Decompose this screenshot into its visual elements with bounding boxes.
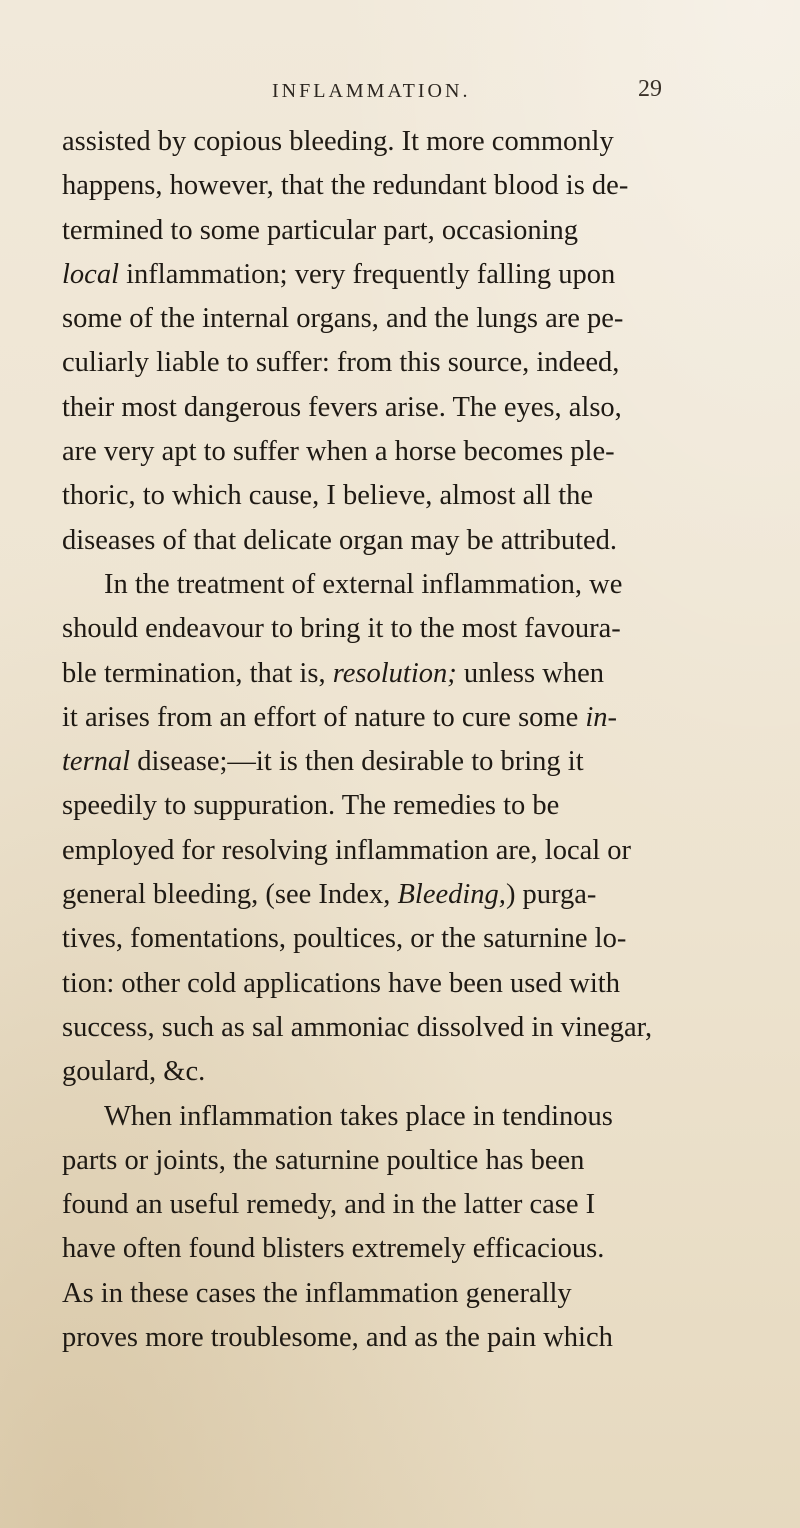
running-head: INFLAMMATION. bbox=[272, 80, 471, 102]
text-line: speedily to suppuration. The remedies to be bbox=[62, 790, 560, 822]
body-text bbox=[62, 120, 722, 1360]
text-line: are very apt to suffer when a horse becomes ple- bbox=[62, 436, 615, 468]
text-line: assisted by copious bleeding. It more commonly bbox=[62, 126, 614, 157]
text-line: some of the internal organs, and the lungs are pe- bbox=[62, 303, 624, 335]
text-line: it arises from an effort of nature to cure some in- bbox=[62, 701, 618, 733]
text-line: culiarly liable to suffer: from this source, indeed, bbox=[62, 347, 620, 379]
text-line: termined to some particular part, occasioning bbox=[62, 214, 578, 246]
text-line: diseases of that delicate organ may be attributed. bbox=[62, 524, 618, 556]
paragraph-start-line: In the treatment of external inflammation, we bbox=[104, 568, 623, 600]
italic-word: Bleeding, bbox=[397, 879, 506, 911]
text-line: proves more troublesome, and as the pain which bbox=[62, 1322, 613, 1354]
text-line: have often found blisters extremely efficacious. bbox=[62, 1233, 605, 1265]
text-line: should endeavour to bring it to the most favoura- bbox=[62, 613, 621, 645]
italic-word: local bbox=[62, 258, 119, 290]
text-line: ble termination, that is, resolution; unless when bbox=[62, 657, 604, 689]
page-number: 29 bbox=[638, 76, 662, 102]
paragraph-start-line: When inflammation takes place in tendinous bbox=[104, 1100, 613, 1132]
text-line: found an useful remedy, and in the latter case I bbox=[62, 1189, 596, 1221]
italic-word: in- bbox=[585, 701, 618, 733]
text-line: tion: other cold applications have been used with bbox=[62, 967, 620, 999]
text-line: parts or joints, the saturnine poultice has been bbox=[62, 1144, 585, 1176]
text-line: general bleeding, (see Index, Bleeding,) purga- bbox=[62, 879, 597, 911]
text-line: tives, fomentations, poultices, or the saturnine lo- bbox=[62, 923, 627, 955]
text-line: thoric, to which cause, I believe, almost all the bbox=[62, 480, 594, 512]
italic-word: ternal bbox=[62, 746, 131, 778]
text-line: As in these cases the inflammation generally bbox=[62, 1277, 572, 1309]
italic-word: resolution; bbox=[332, 657, 457, 689]
text-line: goulard, &c. bbox=[62, 1056, 206, 1088]
text-line: success, such as sal ammoniac dissolved in vinegar, bbox=[62, 1011, 653, 1043]
text-line: employed for resolving inflammation are, local or bbox=[62, 834, 632, 866]
text-line: happens, however, that the redundant blood is de- bbox=[62, 170, 629, 202]
text-line: ternal disease;—it is then desirable to bring it bbox=[62, 746, 584, 778]
text-line: local inflammation; very frequently falling upon bbox=[62, 258, 616, 290]
text-line: their most dangerous fevers arise. The eyes, also, bbox=[62, 391, 622, 423]
